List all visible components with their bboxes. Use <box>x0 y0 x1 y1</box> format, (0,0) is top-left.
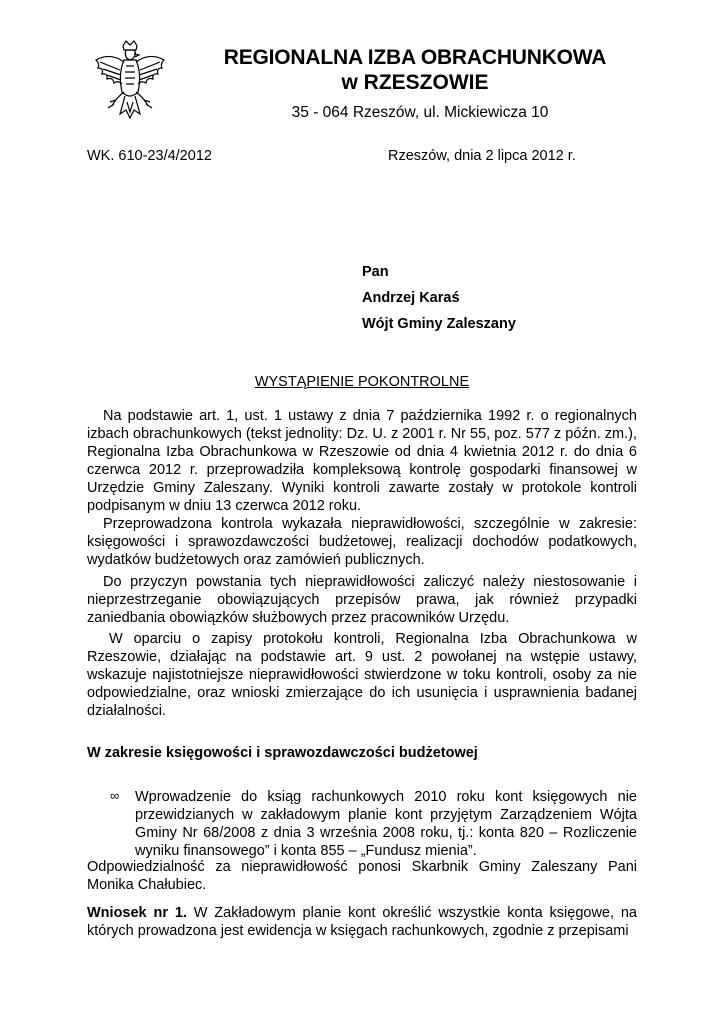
institution-name: REGIONALNA IZBA OBRACHUNKOWA <box>223 46 607 69</box>
date-line: Rzeszów, dnia 2 lipca 2012 r. <box>388 148 576 164</box>
recipient-position: Wójt Gminy Zaleszany <box>362 316 516 332</box>
responsibility-statement: Odpowiedzialność za nieprawidłowość ponosi Skarbnik Gminy Zaleszany Pani Monika Chałubiec. <box>87 859 637 893</box>
infinity-bullet-icon: ∞ <box>110 788 120 803</box>
document-title: WYSTĄPIENIE POKONTROLNE <box>254 374 470 390</box>
recipient-name: Andrzej Karaś <box>362 290 460 306</box>
eagle-emblem-icon <box>90 40 170 122</box>
conclusion-text: W Zakładowym planie kont określić wszystkie konta księgowe, na których prowadzona jest ewidencja w księgach rachunkowych, zgodnie z przepisami <box>87 905 637 939</box>
paragraph-causes: Do przyczyn powstania tych nieprawidłowości zaliczyć należy niestosowanie i nieprzestrzeganie obowiązujących przepisów prawa, jak również przypadki zaniedbania obowiązków służbowych przez pracowników Urzędu. <box>87 574 637 626</box>
recipient-salutation: Pan <box>362 264 389 280</box>
conclusion-label: Wniosek nr 1. <box>87 905 187 921</box>
paragraph-legal-basis: Na podstawie art. 1, ust. 1 ustawy z dnia 7 października 1992 r. o regionalnych izbach obrachunkowych (tekst jednolity: Dz. U. z 2001 r. Nr 55, poz. 577 z późn. zm.), Regionalna Izba Obrachunkowa w Rzeszowie od dnia 4 kwietnia 2012 r. do dnia 6 czerwca 2012 r. przeprowadziła kompleksową kontrolę gospodarki finansowej w Urzędzie Gminy Zaleszany. Wyniki kontroli zawarte zostały w protokole kontroli podpisanym w dniu 13 czerwca 2012 roku. <box>87 408 637 514</box>
paragraph-scope: W oparciu o zapisy protokołu kontroli, Regionalna Izba Obrachunkowa w Rzeszowie, działając na podstawie art. 9 ust. 2 powołanej na wstępie ustawy, wskazuje najistotniejsze nieprawidłowości stwierdzone w toku kontroli, osoby za nie odpowiedzialne, oraz wnioski zmierzające do ich usunięcia i usprawnienia badanej działalności. <box>87 631 637 719</box>
conclusion-paragraph <box>87 904 637 940</box>
paragraph-findings-summary: Przeprowadzona kontrola wykazała nieprawidłowości, szczególnie w zakresie: księgowości i sprawozdawczości budżetowej, realizacji dochodów podatkowych, wydatków budżetowych oraz zamówień publicznych. <box>87 516 637 568</box>
reference-number: WK. 610-23/4/2012 <box>87 148 212 164</box>
finding-text: Wprowadzenie do ksiąg rachunkowych 2010 roku kont księgowych nie przewidzianych w zakładowym planie kont przyjętym Zarządzeniem Wójta Gminy Nr 68/2008 z dnia 3 września 2008 roku, tj.: konta 820 – Rozliczenie wyniku finansowego” i konta 855 – „Fundusz mienia”. <box>135 789 637 859</box>
institution-address: 35 - 064 Rzeszów, ul. Mickiewicza 10 <box>291 104 549 121</box>
institution-city: w RZESZOWIE <box>341 71 489 94</box>
section-heading: W zakresie księgowości i sprawozdawczości budżetowej <box>87 745 478 761</box>
